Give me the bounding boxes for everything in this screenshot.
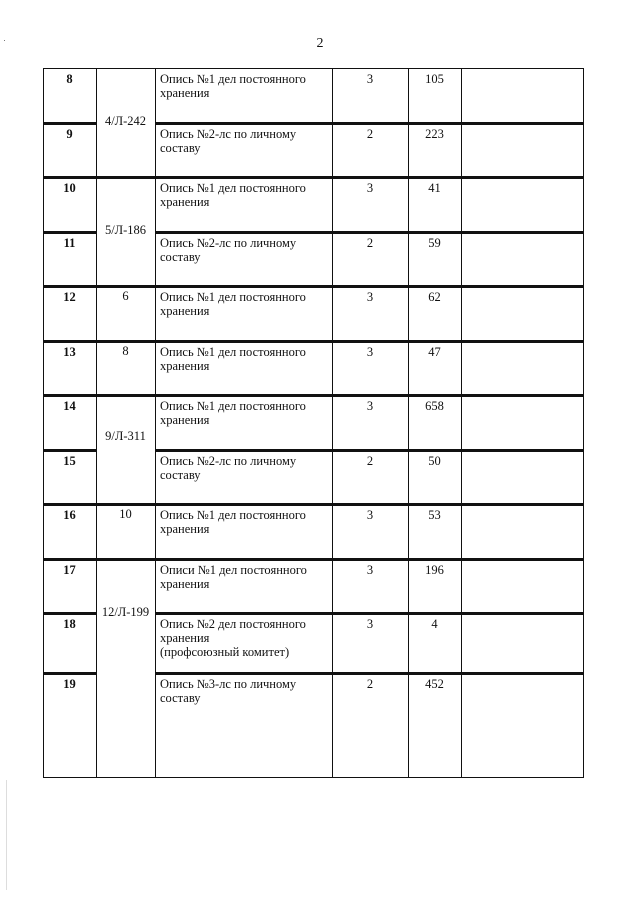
row-description bbox=[160, 454, 332, 482]
column-divider bbox=[96, 68, 97, 778]
row-separator bbox=[155, 612, 584, 615]
description-line: (профсоюзный комитет) bbox=[160, 645, 290, 659]
row-total: 62 bbox=[428, 290, 441, 304]
row-separator bbox=[43, 340, 96, 343]
row-total: 105 bbox=[425, 72, 444, 86]
row-count: 2 bbox=[366, 127, 374, 141]
row-description bbox=[160, 508, 332, 536]
row-separator bbox=[43, 612, 96, 615]
description-line: составу bbox=[160, 468, 201, 482]
description-line: хранения bbox=[160, 359, 210, 373]
description-line: хранения bbox=[160, 522, 210, 536]
description-line: составу bbox=[160, 250, 201, 264]
group-separator bbox=[96, 285, 155, 288]
row-count: 3 bbox=[366, 508, 374, 522]
description-line: Описи №1 дел постоянного bbox=[160, 563, 307, 577]
row-total: 59 bbox=[428, 236, 441, 250]
group-label: 5/Л-186 bbox=[104, 223, 147, 237]
row-number: 9 bbox=[66, 127, 73, 141]
row-count: 2 bbox=[366, 236, 374, 250]
description-line: Опись №1 дел постоянного bbox=[160, 181, 306, 195]
row-separator bbox=[43, 394, 96, 397]
row-count: 3 bbox=[366, 290, 374, 304]
row-total: 223 bbox=[425, 127, 444, 141]
row-number: 8 bbox=[66, 72, 73, 86]
row-total: 4 bbox=[431, 617, 438, 631]
row-separator bbox=[155, 503, 584, 506]
description-line: Опись №3-лс по личному bbox=[160, 677, 297, 691]
row-separator bbox=[43, 672, 96, 675]
row-description bbox=[160, 617, 332, 659]
group-label: 8 bbox=[122, 344, 129, 358]
description-line: Опись №2-лс по личному bbox=[160, 127, 297, 141]
row-separator bbox=[43, 285, 96, 288]
description-line: составу bbox=[160, 691, 201, 705]
row-number: 18 bbox=[63, 617, 76, 631]
row-description bbox=[160, 399, 332, 427]
row-count: 2 bbox=[366, 677, 374, 691]
row-number: 10 bbox=[63, 181, 76, 195]
row-count: 3 bbox=[366, 399, 374, 413]
row-total: 196 bbox=[425, 563, 444, 577]
row-separator bbox=[155, 558, 584, 561]
group-separator bbox=[96, 503, 155, 506]
description-line: хранения bbox=[160, 413, 210, 427]
row-count: 3 bbox=[366, 345, 374, 359]
row-separator bbox=[155, 122, 584, 125]
row-separator bbox=[155, 672, 584, 675]
row-description bbox=[160, 181, 332, 209]
group-separator bbox=[96, 558, 155, 561]
row-total: 658 bbox=[425, 399, 444, 413]
row-description bbox=[160, 563, 332, 591]
row-number: 17 bbox=[63, 563, 76, 577]
table-top-border bbox=[43, 68, 584, 69]
description-line: хранения bbox=[160, 86, 210, 100]
description-line: составу bbox=[160, 141, 201, 155]
group-label: 9/Л-311 bbox=[105, 429, 146, 443]
row-total: 47 bbox=[428, 345, 441, 359]
row-description bbox=[160, 345, 332, 373]
row-description bbox=[160, 127, 332, 155]
row-total: 452 bbox=[425, 677, 444, 691]
row-total: 53 bbox=[428, 508, 441, 522]
group-separator bbox=[96, 340, 155, 343]
row-separator bbox=[43, 176, 96, 179]
group-separator bbox=[96, 394, 155, 397]
description-line: хранения bbox=[160, 195, 210, 209]
row-separator bbox=[43, 449, 96, 452]
row-number: 19 bbox=[63, 677, 76, 691]
row-number: 11 bbox=[63, 236, 76, 250]
description-line: хранения bbox=[160, 304, 210, 318]
row-separator bbox=[155, 449, 584, 452]
description-line: Опись №1 дел постоянного bbox=[160, 508, 306, 522]
description-line: хранения bbox=[160, 631, 210, 645]
row-separator bbox=[155, 231, 584, 234]
row-description bbox=[160, 290, 332, 318]
row-separator bbox=[155, 340, 584, 343]
row-count: 3 bbox=[366, 181, 374, 195]
description-line: Опись №1 дел постоянного bbox=[160, 399, 306, 413]
description-line: Опись №2-лс по личному bbox=[160, 236, 297, 250]
group-separator bbox=[96, 176, 155, 179]
row-separator bbox=[155, 285, 584, 288]
row-count: 3 bbox=[366, 617, 374, 631]
row-separator bbox=[43, 122, 96, 125]
scan-margin-line bbox=[6, 780, 7, 890]
group-label: 4/Л-242 bbox=[104, 114, 147, 128]
row-separator bbox=[43, 231, 96, 234]
inventory-table bbox=[43, 68, 584, 778]
row-number: 14 bbox=[63, 399, 76, 413]
row-number: 13 bbox=[63, 345, 76, 359]
description-line: Опись №1 дел постоянного bbox=[160, 72, 306, 86]
row-separator bbox=[43, 503, 96, 506]
group-label: 12/Л-199 bbox=[101, 605, 150, 619]
row-number: 12 bbox=[63, 290, 76, 304]
row-description bbox=[160, 236, 332, 264]
row-count: 2 bbox=[366, 454, 374, 468]
table-bottom-border bbox=[43, 777, 584, 778]
description-line: Опись №2 дел постоянного bbox=[160, 617, 306, 631]
description-line: Опись №2-лс по личному bbox=[160, 454, 297, 468]
page-number: 2 bbox=[316, 36, 324, 51]
group-label: 6 bbox=[122, 289, 129, 303]
description-line: Опись №1 дел постоянного bbox=[160, 345, 306, 359]
description-line: хранения bbox=[160, 577, 210, 591]
row-number: 16 bbox=[63, 508, 76, 522]
row-total: 41 bbox=[428, 181, 441, 195]
row-separator bbox=[43, 558, 96, 561]
row-separator bbox=[155, 394, 584, 397]
row-separator bbox=[155, 176, 584, 179]
row-description bbox=[160, 72, 332, 100]
row-description bbox=[160, 677, 332, 705]
description-line: Опись №1 дел постоянного bbox=[160, 290, 306, 304]
row-total: 50 bbox=[428, 454, 441, 468]
row-count: 3 bbox=[366, 72, 374, 86]
row-count: 3 bbox=[366, 563, 374, 577]
row-number: 15 bbox=[63, 454, 76, 468]
group-label: 10 bbox=[119, 507, 132, 521]
scan-mark bbox=[4, 40, 5, 41]
